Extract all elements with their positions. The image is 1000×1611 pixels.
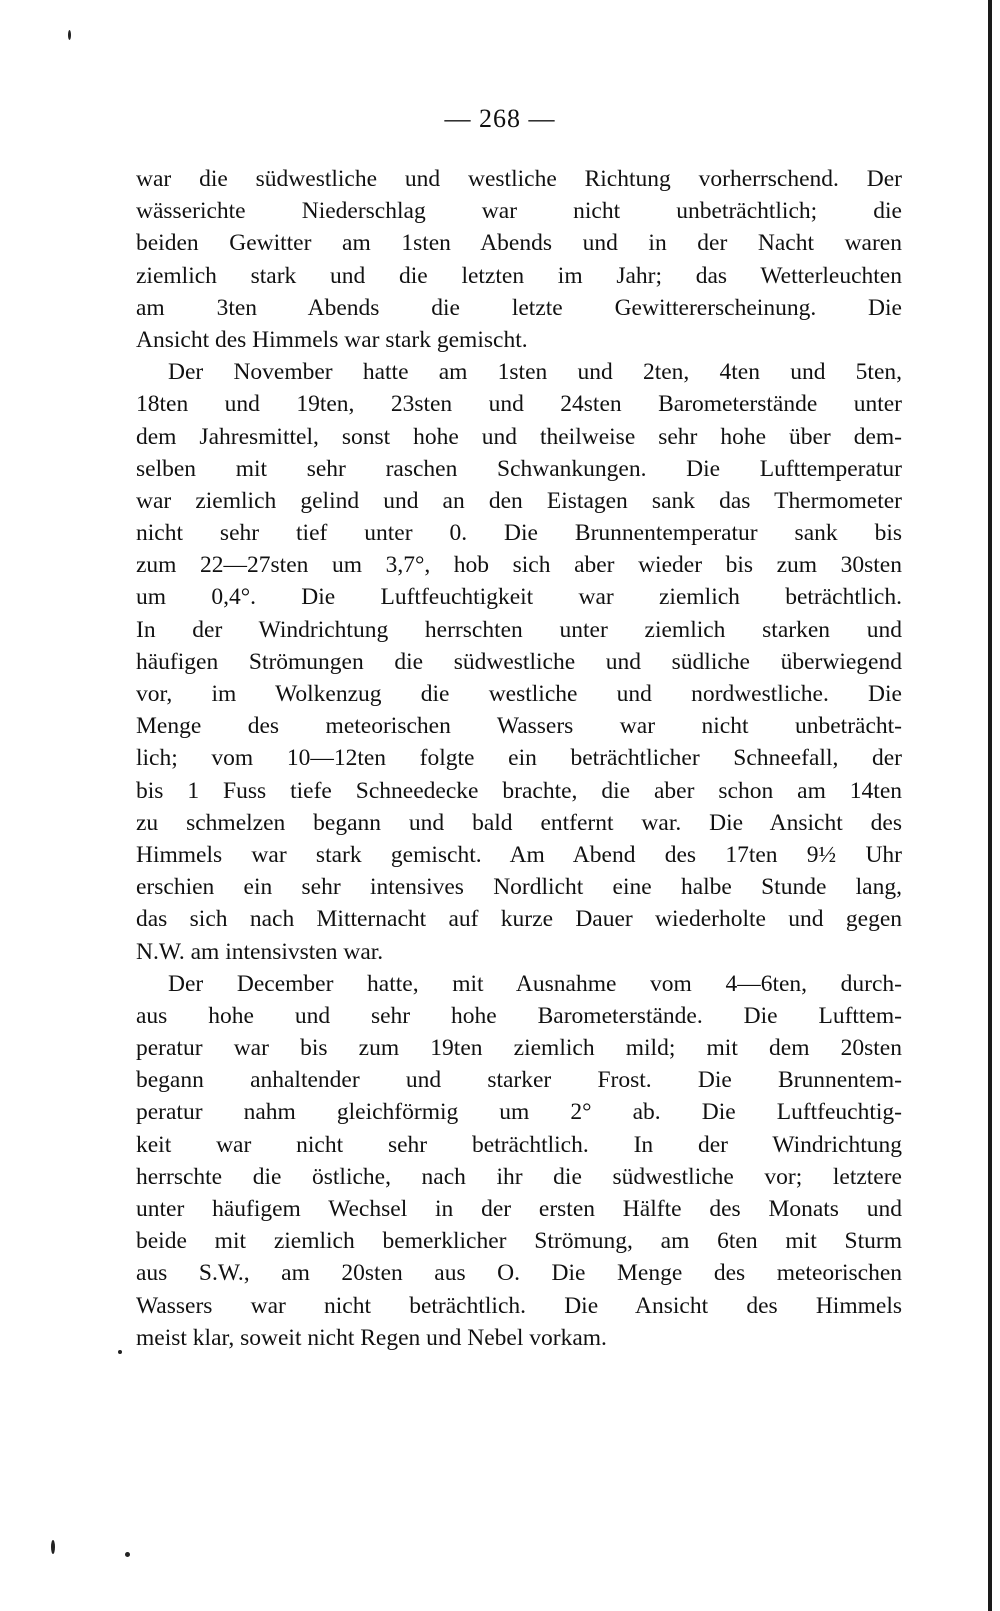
text-line: begann anhaltender und starker Frost. Die Brunnentem- (136, 1067, 902, 1094)
text-line: N.W. am intensivsten war. (136, 938, 384, 965)
text-line: herrschte die östliche, nach ihr die südwestliche vor; letztere (136, 1163, 902, 1190)
text-line: häufigen Strömungen die südwestliche und südliche überwiegend (136, 648, 902, 675)
text-line: selben mit sehr raschen Schwankungen. Die Lufttemperatur (136, 455, 902, 482)
text-line: war ziemlich gelind und an den Eistagen sank das Thermometer (136, 487, 902, 514)
text-line: Menge des meteorischen Wassers war nicht unbeträcht- (136, 713, 902, 740)
text-line: peratur war bis zum 19ten ziemlich mild; mit dem 20sten (136, 1035, 902, 1062)
body-text (136, 163, 902, 1354)
scan-speck (68, 30, 71, 40)
text-line: bis 1 Fuss tiefe Schneedecke brachte, die aber schon am 14ten (136, 777, 902, 804)
text-line: Himmels war stark gemischt. Am Abend des 17ten 9½ Uhr (136, 841, 902, 868)
text-line: erschien ein sehr intensives Nordlicht eine halbe Stunde lang, (136, 874, 902, 901)
text-line: das sich nach Mitternacht auf kurze Dauer wiederholte und gegen (136, 906, 902, 933)
text-line: meist klar, soweit nicht Regen und Nebel vorkam. (136, 1324, 607, 1351)
scan-speck (125, 1552, 130, 1557)
text-line: unter häufigem Wechsel in der ersten Hälfte des Monats und (136, 1196, 902, 1222)
text-line: am 3ten Abends die letzte Gewittererscheinung. Die (136, 294, 902, 321)
text-line: 18ten und 19ten, 23sten und 24sten Barometerstände unter (136, 391, 902, 418)
text-line: Wassers war nicht beträchtlich. Die Ansicht des Himmels (136, 1292, 902, 1319)
text-line: war die südwestliche und westliche Richtung vorherrschend. Der (136, 166, 902, 192)
text-line: Ansicht des Himmels war stark gemischt. (136, 326, 528, 353)
text-line: zu schmelzen begann und bald entfernt war. Die Ansicht des (136, 809, 902, 836)
text-line: ziemlich stark und die letzten im Jahr; das Wetterleuchten (136, 262, 902, 289)
text-line: beiden Gewitter am 1sten Abends und in der Nacht waren (136, 230, 902, 257)
text-line: lich; vom 10—12ten folgte ein beträchtlicher Schneefall, der (136, 745, 902, 772)
text-line: nicht sehr tief unter 0. Die Brunnentemperatur sank bis (136, 520, 902, 547)
text-line: dem Jahresmittel, sonst hohe und theilweise sehr hohe über dem- (136, 423, 902, 450)
text-line: aus hohe und sehr hohe Barometerstände. Die Lufttem- (136, 1002, 902, 1029)
text-line: Der November hatte am 1sten und 2ten, 4ten und 5ten, (168, 359, 902, 386)
text-line: Der December hatte, mit Ausnahme vom 4—6ten, durch- (168, 970, 902, 997)
text-line: vor, im Wolkenzug die westliche und nordwestliche. Die (136, 681, 902, 707)
text-line: um 0,4°. Die Luftfeuchtigkeit war ziemlich beträchtlich. (136, 584, 902, 611)
scan-speck (51, 1540, 55, 1554)
page-edge-border (988, 0, 992, 1611)
text-line: wässerichte Niederschlag war nicht unbeträchtlich; die (136, 198, 902, 225)
text-line: zum 22—27sten um 3,7°, hob sich aber wieder bis zum 30sten (136, 552, 902, 579)
text-line: beide mit ziemlich bemerklicher Strömung, am 6ten mit Sturm (136, 1228, 902, 1255)
page-number: — 268 — (444, 104, 556, 133)
scan-speck (118, 1350, 122, 1354)
text-line: In der Windrichtung herrschten unter ziemlich starken und (136, 616, 902, 643)
text-line: keit war nicht sehr beträchtlich. In der Windrichtung (136, 1131, 902, 1158)
text-line: peratur nahm gleichförmig um 2° ab. Die Luftfeuchtig- (136, 1099, 902, 1126)
text-line: aus S.W., am 20sten aus O. Die Menge des meteorischen (136, 1260, 902, 1287)
